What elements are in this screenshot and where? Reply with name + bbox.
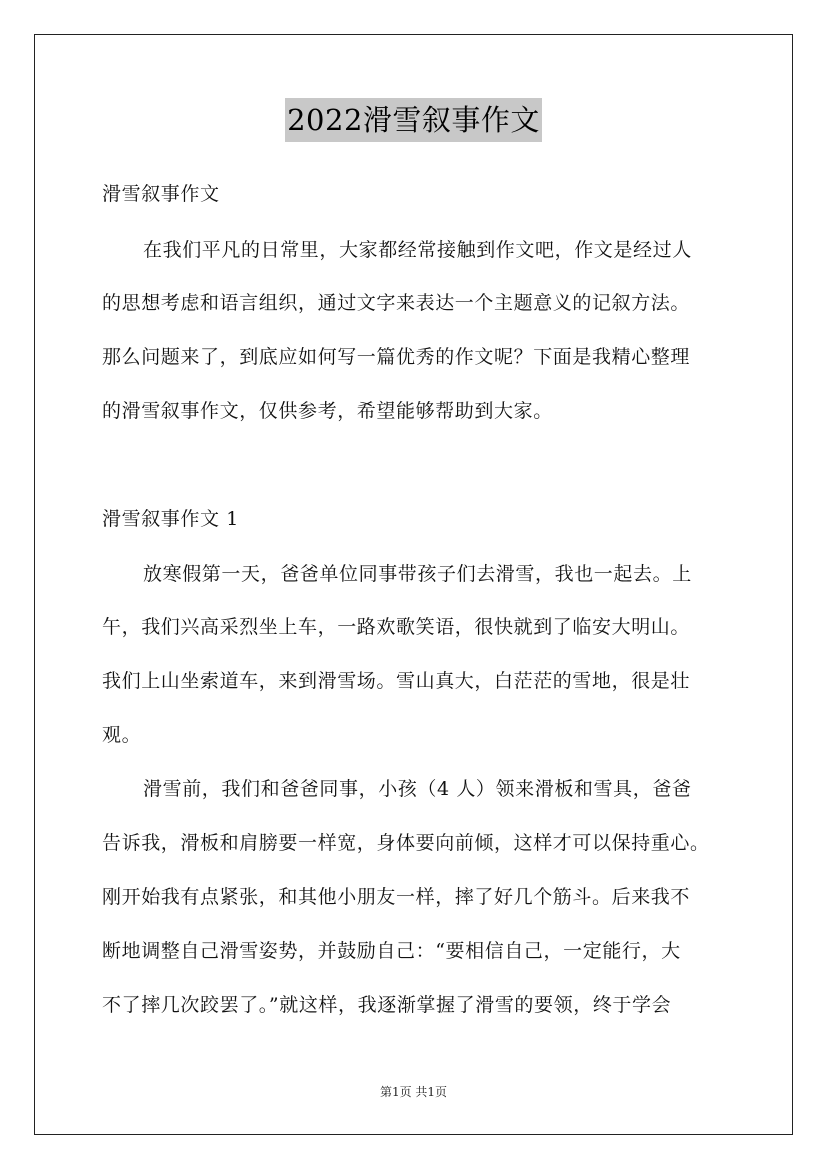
intro-line: 的思想考虑和语言组织，通过文字来表达一个主题意义的记叙方法。 xyxy=(102,292,691,314)
section-heading: 滑雪叙事作文 1 xyxy=(102,508,239,530)
paragraph-line: 观。 xyxy=(102,724,142,746)
title-container xyxy=(0,98,827,142)
intro-line: 的滑雪叙事作文，仅供参考，希望能够帮助到大家。 xyxy=(102,400,553,422)
intro-heading: 滑雪叙事作文 xyxy=(102,183,220,205)
paragraph-line: 午，我们兴高采烈坐上车，一路欢歌笑语，很快就到了临安大明山。 xyxy=(102,616,691,638)
paragraph-line: 断地调整自己滑雪姿势，并鼓励自己：“要相信自己，一定能行，大 xyxy=(102,940,681,962)
paragraph-line: 我们上山坐索道车，来到滑雪场。雪山真大，白茫茫的雪地，很是壮 xyxy=(102,670,691,692)
document-title: 2022滑雪叙事作文 xyxy=(285,98,542,142)
intro-line: 在我们平凡的日常里，大家都经常接触到作文吧，作文是经过人 xyxy=(143,239,692,261)
paragraph-line: 滑雪前，我们和爸爸同事，小孩（4 人）领来滑板和雪具，爸爸 xyxy=(143,778,692,800)
paragraph-line: 放寒假第一天，爸爸单位同事带孩子们去滑雪，我也一起去。上 xyxy=(143,563,692,585)
intro-line: 那么问题来了，到底应如何写一篇优秀的作文呢？下面是我精心整理 xyxy=(102,346,691,368)
page-number-footer: 第1页 共1页 xyxy=(379,1085,448,1099)
paragraph-line: 刚开始我有点紧张，和其他小朋友一样，摔了好几个筋斗。后来我不 xyxy=(102,886,691,908)
paragraph-line: 告诉我，滑板和肩膀要一样宽，身体要向前倾，这样才可以保持重心。 xyxy=(102,832,710,854)
paragraph-line: 不了摔几次跤罢了。”就这样，我逐渐掌握了滑雪的要领，终于学会 xyxy=(102,994,672,1016)
